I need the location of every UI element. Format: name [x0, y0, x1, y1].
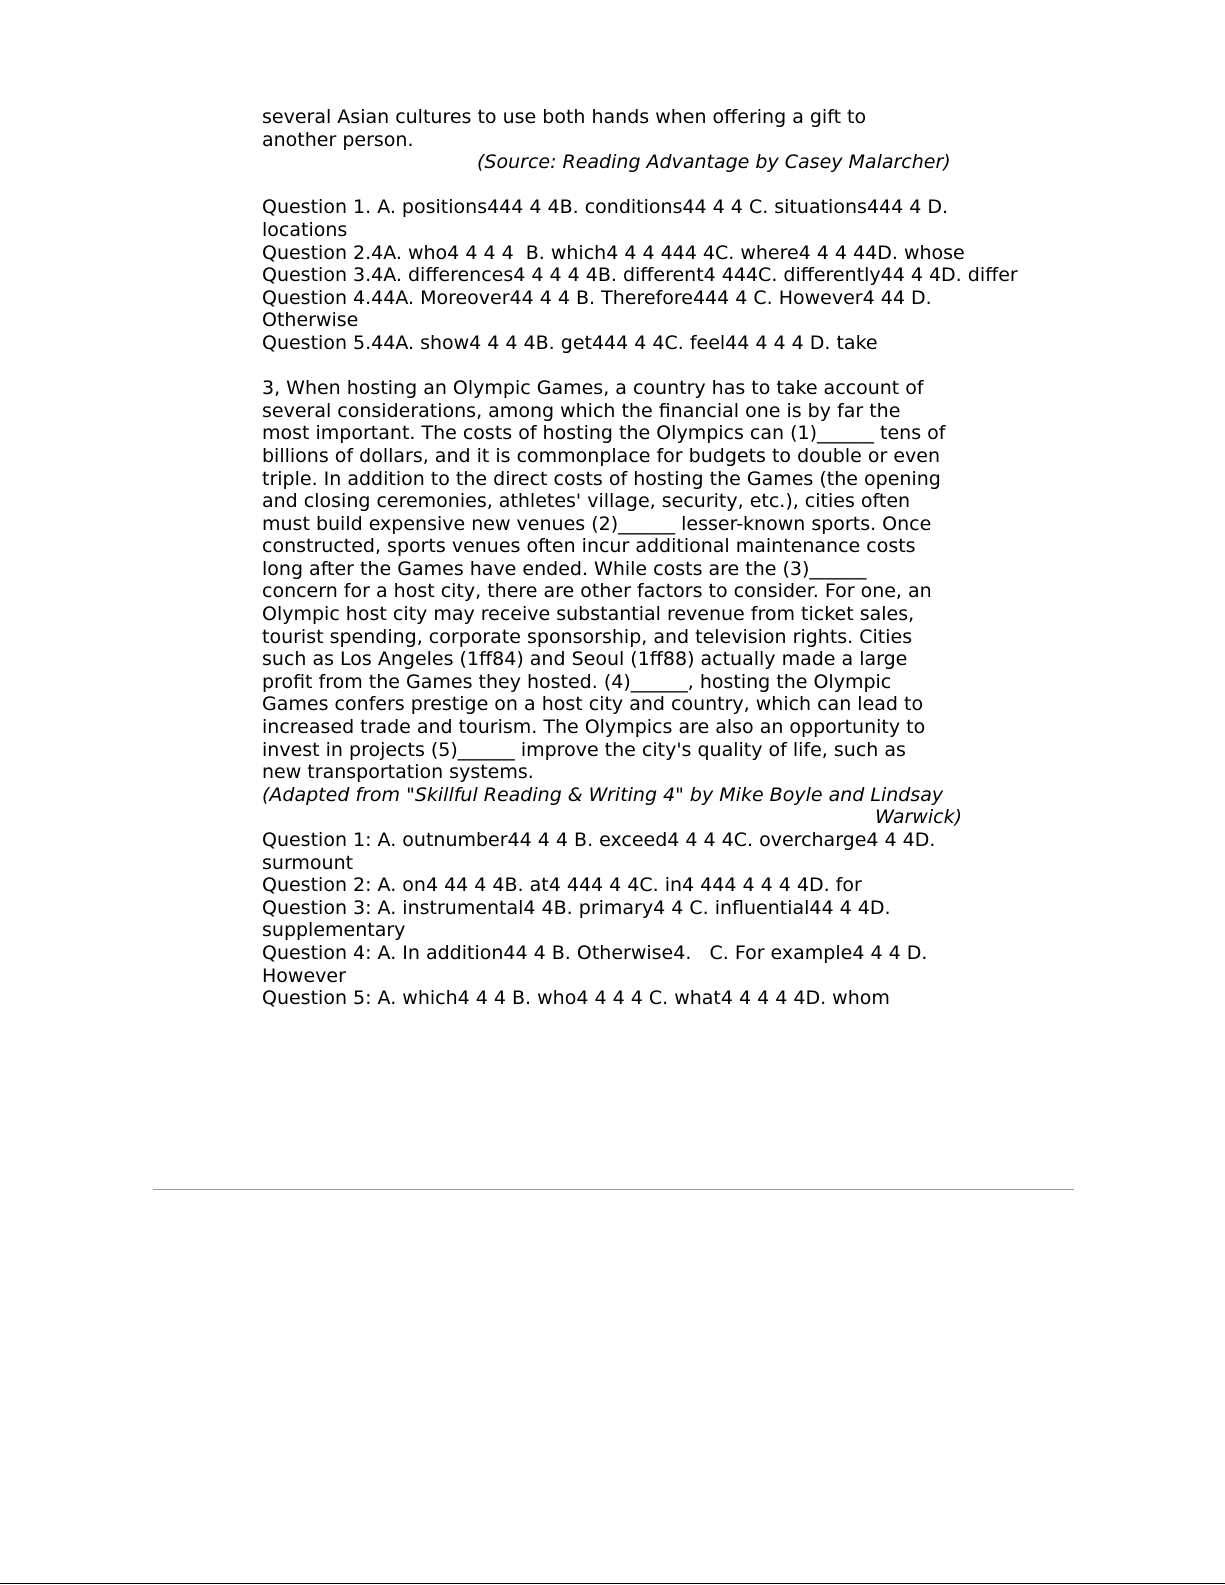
question-line: supplementary [262, 919, 406, 942]
passage2-source: (Adapted from "Skillful Reading & Writing 4" by Mike Boyle and Lindsay [262, 783, 944, 806]
question-line: Question 4.44A. Moreover44 4 4 B. Therefore444 4 C. However4 44 D. [262, 286, 932, 309]
passage2-line: several considerations, among which the financial one is by far the [262, 399, 901, 422]
passage1-line: another person. [262, 128, 414, 151]
passage2-line: most important. The costs of hosting the Olympics can (1)______ tens of [262, 422, 946, 445]
document-text [262, 106, 1062, 1010]
question-line: surmount [262, 851, 354, 874]
passage1-line: several Asian cultures to use both hands when offering a gift to [262, 106, 867, 128]
question-line: Otherwise [262, 309, 359, 332]
spacer [262, 355, 1062, 378]
question-line: Question 5: A. which4 4 4 B. who4 4 4 4 C. what4 4 4 4 4D. whom [262, 987, 890, 1010]
page-break-divider [153, 1189, 1074, 1190]
passage2-source-continued: Warwick) [875, 806, 962, 829]
passage2-line: such as Los Angeles (1ff84) and Seoul (1ff88) actually made a large [262, 648, 908, 671]
question-line: Question 1. A. positions444 4 4B. conditions44 4 4 C. situations444 4 D. [262, 196, 948, 219]
question-line: Question 5.44A. show4 4 4 4B. get444 4 4C. feel44 4 4 4 D. take [262, 331, 878, 354]
passage2-line: billions of dollars, and it is commonplace for budgets to double or even [262, 444, 941, 467]
passage2-line: tourist spending, corporate sponsorship, and television rights. Cities [262, 625, 913, 648]
question-line: However [262, 964, 346, 987]
passage2-line: concern for a host city, there are other factors to consider. For one, an [262, 580, 932, 603]
question-line: Question 3: A. instrumental4 4B. primary4 4 C. influential44 4 4D. [262, 896, 891, 919]
passage2-line: must build expensive new venues (2)______ lesser-known sports. Once [262, 512, 932, 535]
passage2-line: new transportation systems. [262, 761, 534, 784]
passage2-line: Games confers prestige on a host city and country, which can lead to [262, 693, 924, 716]
question-line: Question 2: A. on4 44 4 4B. at4 444 4 4C. in4 444 4 4 4 4D. for [262, 874, 862, 897]
question-line: Question 3.4A. differences4 4 4 4 4B. different4 444C. differently44 4 4D. differ [262, 264, 1018, 287]
passage2-line: and closing ceremonies, athletes' village, security, etc.), cities often [262, 490, 911, 513]
question-line: locations [262, 218, 348, 241]
question-line: Question 4: A. In addition44 4 B. Otherwise4. C. For example4 4 4 D. [262, 941, 928, 964]
passage2-line: long after the Games have ended. While costs are the (3)______ [262, 557, 867, 580]
passage2-line: increased trade and tourism. The Olympics are also an opportunity to [262, 716, 926, 739]
passage2-line: constructed, sports venues often incur additional maintenance costs [262, 535, 916, 558]
passage2-line: triple. In addition to the direct costs of hosting the Games (the opening [262, 467, 941, 490]
page-bottom-edge [0, 1583, 1225, 1584]
passage2-line: invest in projects (5)______ improve the city's quality of life, such as [262, 738, 906, 761]
spacer [262, 174, 1062, 197]
passage1-source: (Source: Reading Advantage by Casey Malarcher) [477, 151, 951, 174]
question-line: Question 2.4A. who4 4 4 4 B. which4 4 4 444 4C. where4 4 4 44D. whose [262, 241, 965, 264]
passage2-line: 3, When hosting an Olympic Games, a country has to take account of [262, 377, 924, 400]
passage2-line: Olympic host city may receive substantial revenue from ticket sales, [262, 603, 915, 626]
question-line: Question 1: A. outnumber44 4 4 B. exceed4 4 4 4C. overcharge4 4 4D. [262, 829, 936, 851]
passage2-line: profit from the Games they hosted. (4)______, hosting the Olympic [262, 670, 892, 693]
